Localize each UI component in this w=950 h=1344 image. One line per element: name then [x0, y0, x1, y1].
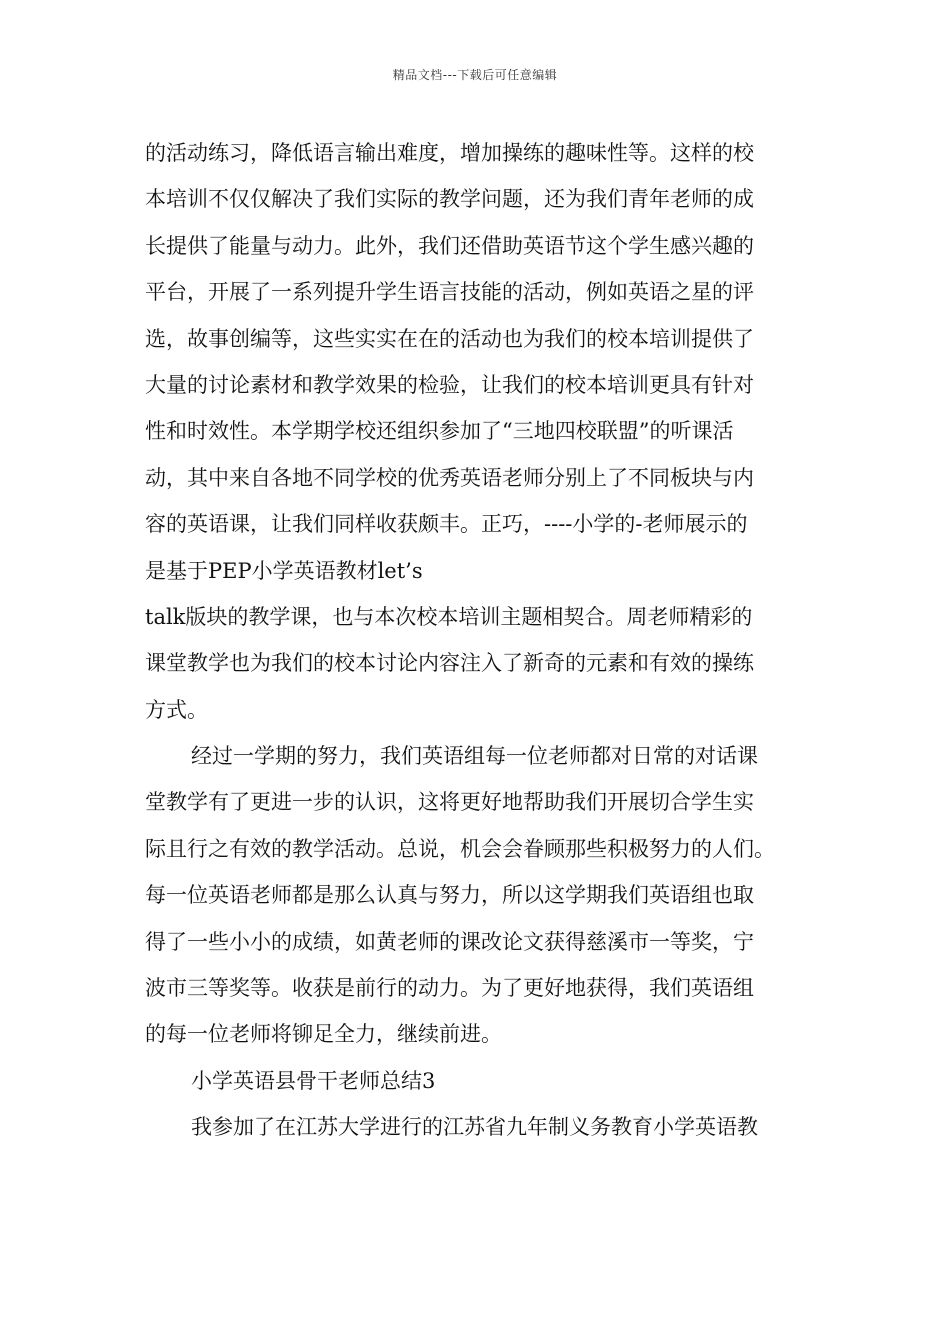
body-line: 性和时效性。本学期学校还组织参加了“三地四校联盟”的听课活	[145, 419, 734, 444]
body-line: 长提供了能量与动力。此外，我们还借助英语节这个学生感兴趣的	[145, 233, 754, 258]
body-line: 动，其中来自各地不同学校的优秀英语老师分别上了不同板块与内	[145, 465, 754, 490]
page-header: 精品文档---下载后可任意编辑	[392, 68, 558, 82]
body-line: 是基于PEP小学英语教材let’s	[145, 558, 423, 583]
body-line: 平台，开展了一系列提升学生语言技能的活动，例如英语之星的评	[145, 280, 754, 305]
document-body	[145, 130, 815, 1151]
body-line: 的每一位老师将铆足全力，继续前进。	[145, 1022, 502, 1047]
body-line: 波市三等奖等。收获是前行的动力。为了更好地获得，我们英语组	[145, 976, 754, 1001]
body-line: 大量的讨论素材和教学效果的检验，让我们的校本培训更具有针对	[145, 372, 754, 397]
body-line: 堂教学有了更进一步的认识，这将更好地帮助我们开展切合学生实	[145, 790, 754, 815]
body-line: 得了一些小小的成绩，如黄老师的课改论文获得慈溪市一等奖，宁	[145, 929, 754, 954]
body-line: 方式。	[145, 697, 208, 722]
paragraph-first-line: 我参加了在江苏大学进行的江苏省九年制义务教育小学英语教	[191, 1115, 758, 1140]
body-line: 每一位英语老师都是那么认真与努力，所以这学期我们英语组也取	[145, 883, 754, 908]
paragraph-first-line: 经过一学期的努力，我们英语组每一位老师都对日常的对话课	[191, 744, 758, 769]
body-line: 课堂教学也为我们的校本讨论内容注入了新奇的元素和有效的操练	[145, 651, 754, 676]
body-line: 际且行之有效的教学活动。总说，机会会眷顾那些积极努力的人们。	[145, 836, 775, 861]
body-line: 的活动练习，降低语言输出难度，增加操练的趣味性等。这样的校	[145, 141, 754, 165]
body-line: talk版块的教学课，也与本次校本培训主题相契合。周老师精彩的	[145, 604, 753, 629]
section-heading: 小学英语县骨干老师总结3	[191, 1068, 436, 1093]
body-line: 选，故事创编等，这些实实在在的活动也为我们的校本培训提供了	[145, 326, 754, 351]
body-line: 本培训不仅仅解决了我们实际的教学问题，还为我们青年老师的成	[145, 187, 754, 212]
body-line: 容的英语课，让我们同样收获颇丰。正巧，----小学的-老师展示的	[145, 512, 748, 537]
